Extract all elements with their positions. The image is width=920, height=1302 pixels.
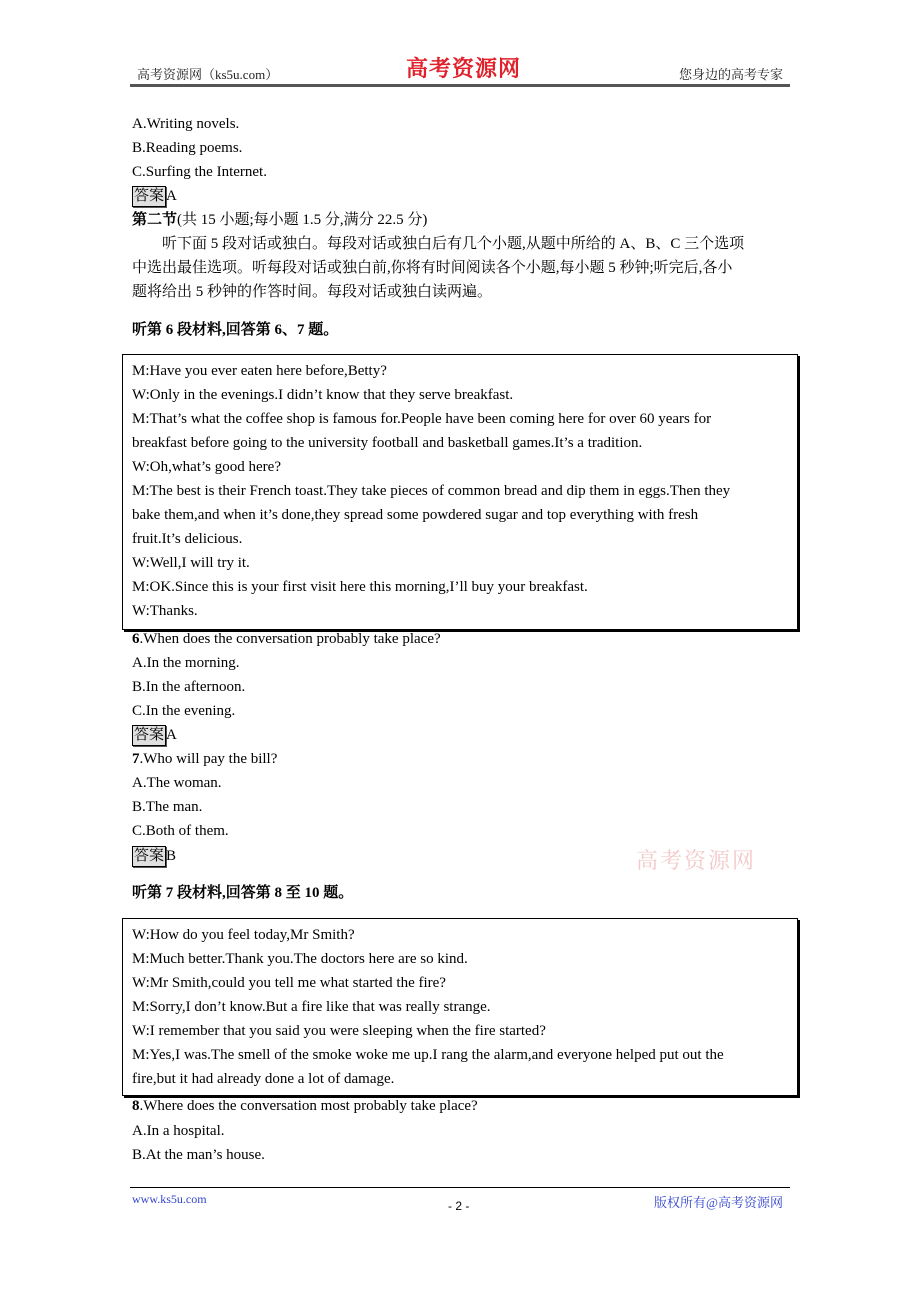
transcript-line: M:Have you ever eaten here before,Betty?: [132, 363, 387, 379]
answer-line: [132, 723, 177, 747]
section-heading: [132, 208, 427, 232]
transcript-line: fire,but it had already done a lot of damage.: [132, 1071, 395, 1087]
option: A.In the morning.: [132, 655, 240, 671]
answer-line: [132, 184, 177, 208]
question-text: .When does the conversation probably take place?: [139, 631, 441, 647]
option: C.Surfing the Internet.: [132, 164, 267, 180]
instructions: 中选出最佳选项。听每段对话或独白前,你将有时间阅读各个小题,每小题 5 秒钟;听完后,各小: [132, 260, 733, 276]
answer-badge: 答案: [132, 186, 166, 207]
answer-badge: 答案: [132, 846, 166, 867]
footer-link[interactable]: www.ks5u.com: [132, 1192, 207, 1206]
question-number: 6: [132, 631, 140, 647]
header-left: 高考资源网（ks5u.com）: [137, 67, 279, 82]
transcript-line: M:Much better.Thank you.The doctors here are so kind.: [132, 951, 468, 967]
part-heading: 听第 7 段材料,回答第 8 至 10 题。: [132, 885, 354, 901]
page-number: - 2 -: [448, 1199, 470, 1213]
question-number: 7: [132, 751, 140, 767]
question-text: .Who will pay the bill?: [139, 751, 278, 767]
instructions: 题将给出 5 秒钟的作答时间。每段对话或独白读两遍。: [132, 284, 493, 300]
option: A.In a hospital.: [132, 1123, 225, 1139]
option: B.In the afternoon.: [132, 679, 246, 695]
answer-value: A: [166, 727, 177, 743]
transcript-line: W:Thanks.: [132, 603, 198, 619]
question: [132, 747, 277, 771]
option: A.The woman.: [132, 775, 222, 791]
option: A.Writing novels.: [132, 116, 240, 132]
option: B.At the man’s house.: [132, 1147, 265, 1163]
transcript-line: M:The best is their French toast.They take pieces of common bread and dip them in eggs.Then they: [132, 483, 731, 499]
transcript-line: M:Yes,I was.The smell of the smoke woke me up.I rang the alarm,and everyone helped put out the: [132, 1047, 724, 1063]
transcript-line: breakfast before going to the university football and basketball games.It’s a tradition.: [132, 435, 643, 451]
option: B.The man.: [132, 799, 203, 815]
transcript-line: W:I remember that you said you were sleeping when the fire started?: [132, 1023, 546, 1039]
option: C.Both of them.: [132, 823, 229, 839]
instructions: 听下面 5 段对话或独白。每段对话或独白后有几个小题,从题中所给的 A、B、C 三个选项: [132, 236, 745, 252]
header-rule: [130, 84, 790, 87]
answer-line: [132, 844, 176, 868]
transcript-line: M:That’s what the coffee shop is famous for.People have been coming here for over 60 years for: [132, 411, 712, 427]
transcript-line: W:Only in the evenings.I didn’t know that they serve breakfast.: [132, 387, 514, 403]
transcript-box: [122, 354, 798, 630]
transcript-line: W:Mr Smith,could you tell me what started the fire?: [132, 975, 446, 991]
watermark-logo: 高考资源网: [636, 848, 757, 873]
option: C.In the evening.: [132, 703, 236, 719]
header-right: 您身边的高考专家: [678, 67, 783, 82]
transcript-line: M:Sorry,I don’t know.But a fire like that was really strange.: [132, 999, 491, 1015]
site-logo: 高考资源网: [406, 56, 522, 81]
question: [132, 1094, 478, 1118]
part-heading: 听第 6 段材料,回答第 6、7 题。: [132, 322, 339, 338]
section-info: (共 15 小题;每小题 1.5 分,满分 22.5 分): [177, 212, 428, 228]
transcript-line: W:Oh,what’s good here?: [132, 459, 281, 475]
transcript-line: W:How do you feel today,Mr Smith?: [132, 927, 355, 943]
transcript-line: bake them,and when it’s done,they spread some powdered sugar and top everything with fresh: [132, 507, 699, 523]
answer-value: B: [166, 848, 177, 864]
option: B.Reading poems.: [132, 140, 243, 156]
footer-copyright: 版权所有@高考资源网: [654, 1195, 783, 1210]
transcript-box: [122, 918, 798, 1096]
answer-badge: 答案: [132, 725, 166, 746]
transcript-line: fruit.It’s delicious.: [132, 531, 243, 547]
footer-rule: [130, 1187, 790, 1188]
transcript-line: M:OK.Since this is your first visit here this morning,I’ll buy your breakfast.: [132, 579, 588, 595]
question: [132, 627, 441, 651]
question-text: .Where does the conversation most probably take place?: [139, 1098, 478, 1114]
question-number: 8: [132, 1098, 140, 1114]
transcript-line: W:Well,I will try it.: [132, 555, 250, 571]
answer-value: A: [166, 188, 177, 204]
section-title: 第二节: [132, 212, 178, 228]
